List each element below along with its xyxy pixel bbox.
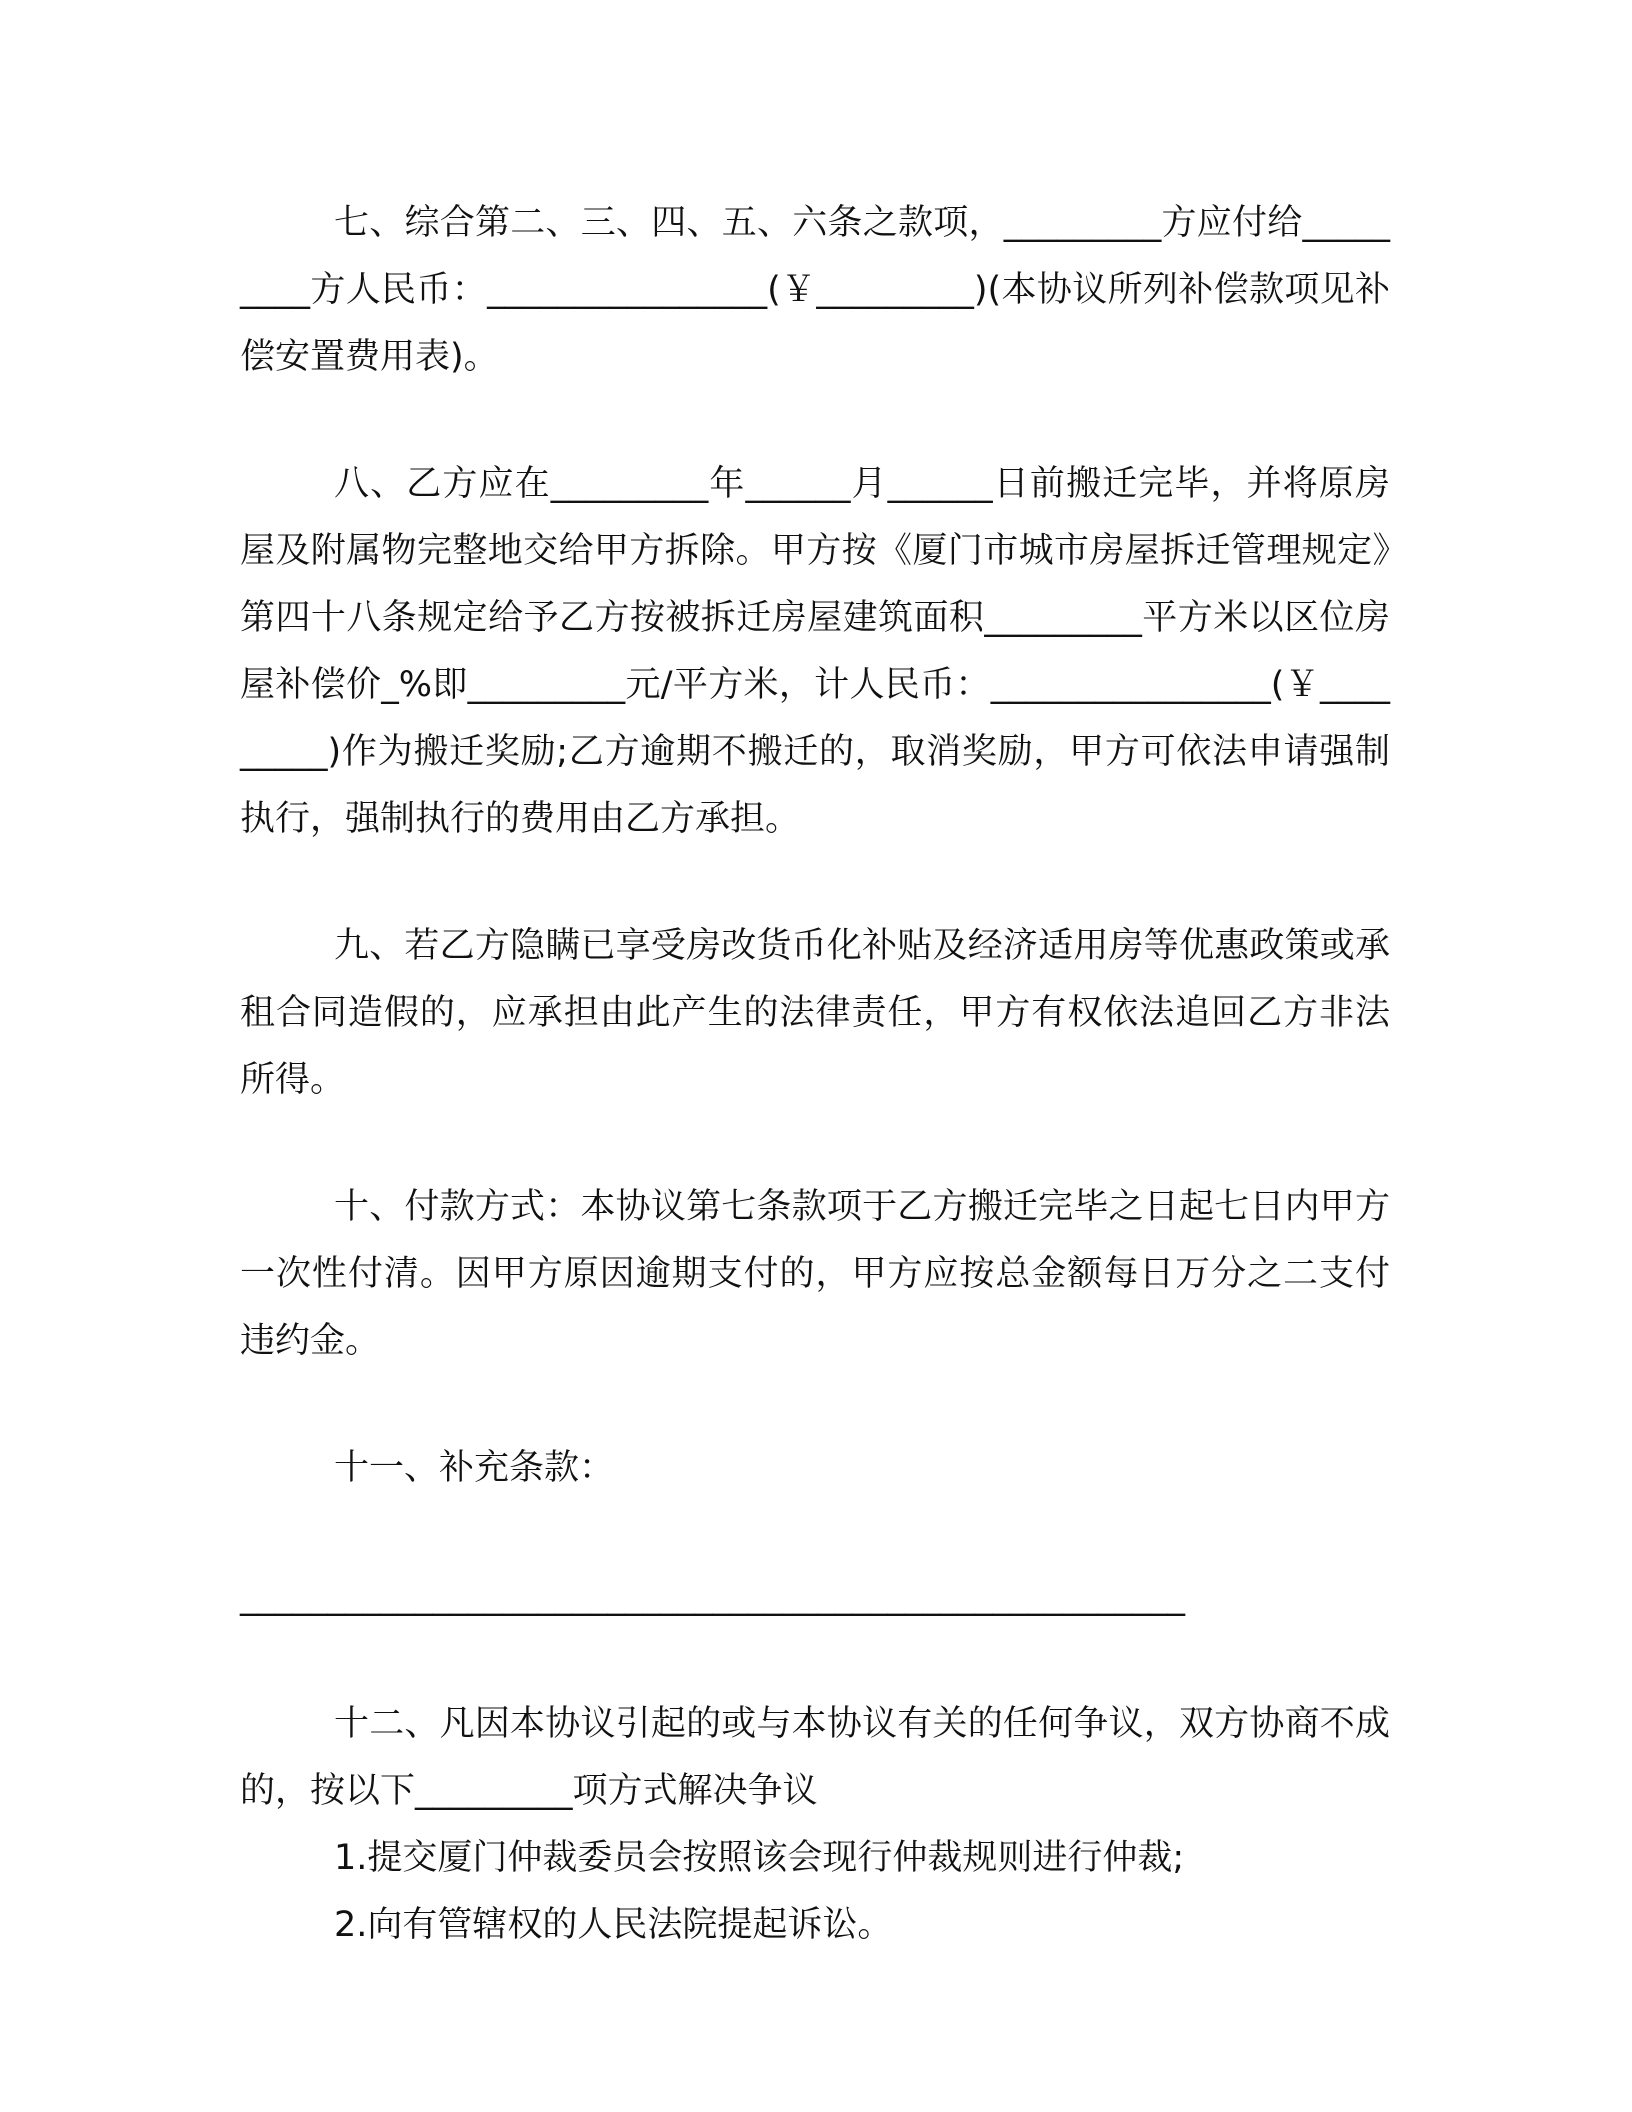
clause-11: 十一、补充条款： (334, 1448, 615, 1488)
clause-11-blank-line: ______________________________________________________ (240, 1577, 1185, 1617)
clause-9: 九、若乙方隐瞒已享受房改货币化补贴及经济适用房等优惠政策或承租合同造假的，应承担由此产生的法律责任，甲方有权依法追回乙方非法所得。 (240, 926, 1390, 1100)
clause-10: 十、付款方式：本协议第七条款项于乙方搬迁完毕之日起七日内甲方一次性付清。因甲方原因逾期支付的，甲方应按总金额每日万分之二支付违约金。 (240, 1187, 1390, 1361)
clause-7: 七、综合第二、三、四、五、六条之款项，_________方应付给_________方人民币：________________(￥_________)(本协议所列补偿款项见补偿安置费用表)。 (240, 203, 1390, 377)
clause-12: 十二、凡因本协议引起的或与本协议有关的任何争议，双方协商不成的，按以下_________项方式解决争议 (240, 1704, 1390, 1811)
document-page (240, 190, 1390, 1959)
clause-8: 八、乙方应在_________年______月______日前搬迁完毕，并将原房屋及附属物完整地交给甲方拆除。甲方按《厦门市城市房屋拆迁管理规定》第四十八条规定给予乙方按被拆迁房屋建筑面积_________平方米以区位房屋补偿价_%即_________元/平方米，计人民币：________________(￥_________)作为搬迁奖励;乙方逾期不搬迁的，取消奖励，甲方可依法申请强制执行，强制执行的费用由乙方承担。 (240, 464, 1390, 839)
dispute-option-2: 2.向有管辖权的人民法院提起诉讼。 (334, 1905, 893, 1945)
dispute-option-1: 1.提交厦门仲裁委员会按照该会现行仲裁规则进行仲裁; (334, 1838, 1185, 1878)
